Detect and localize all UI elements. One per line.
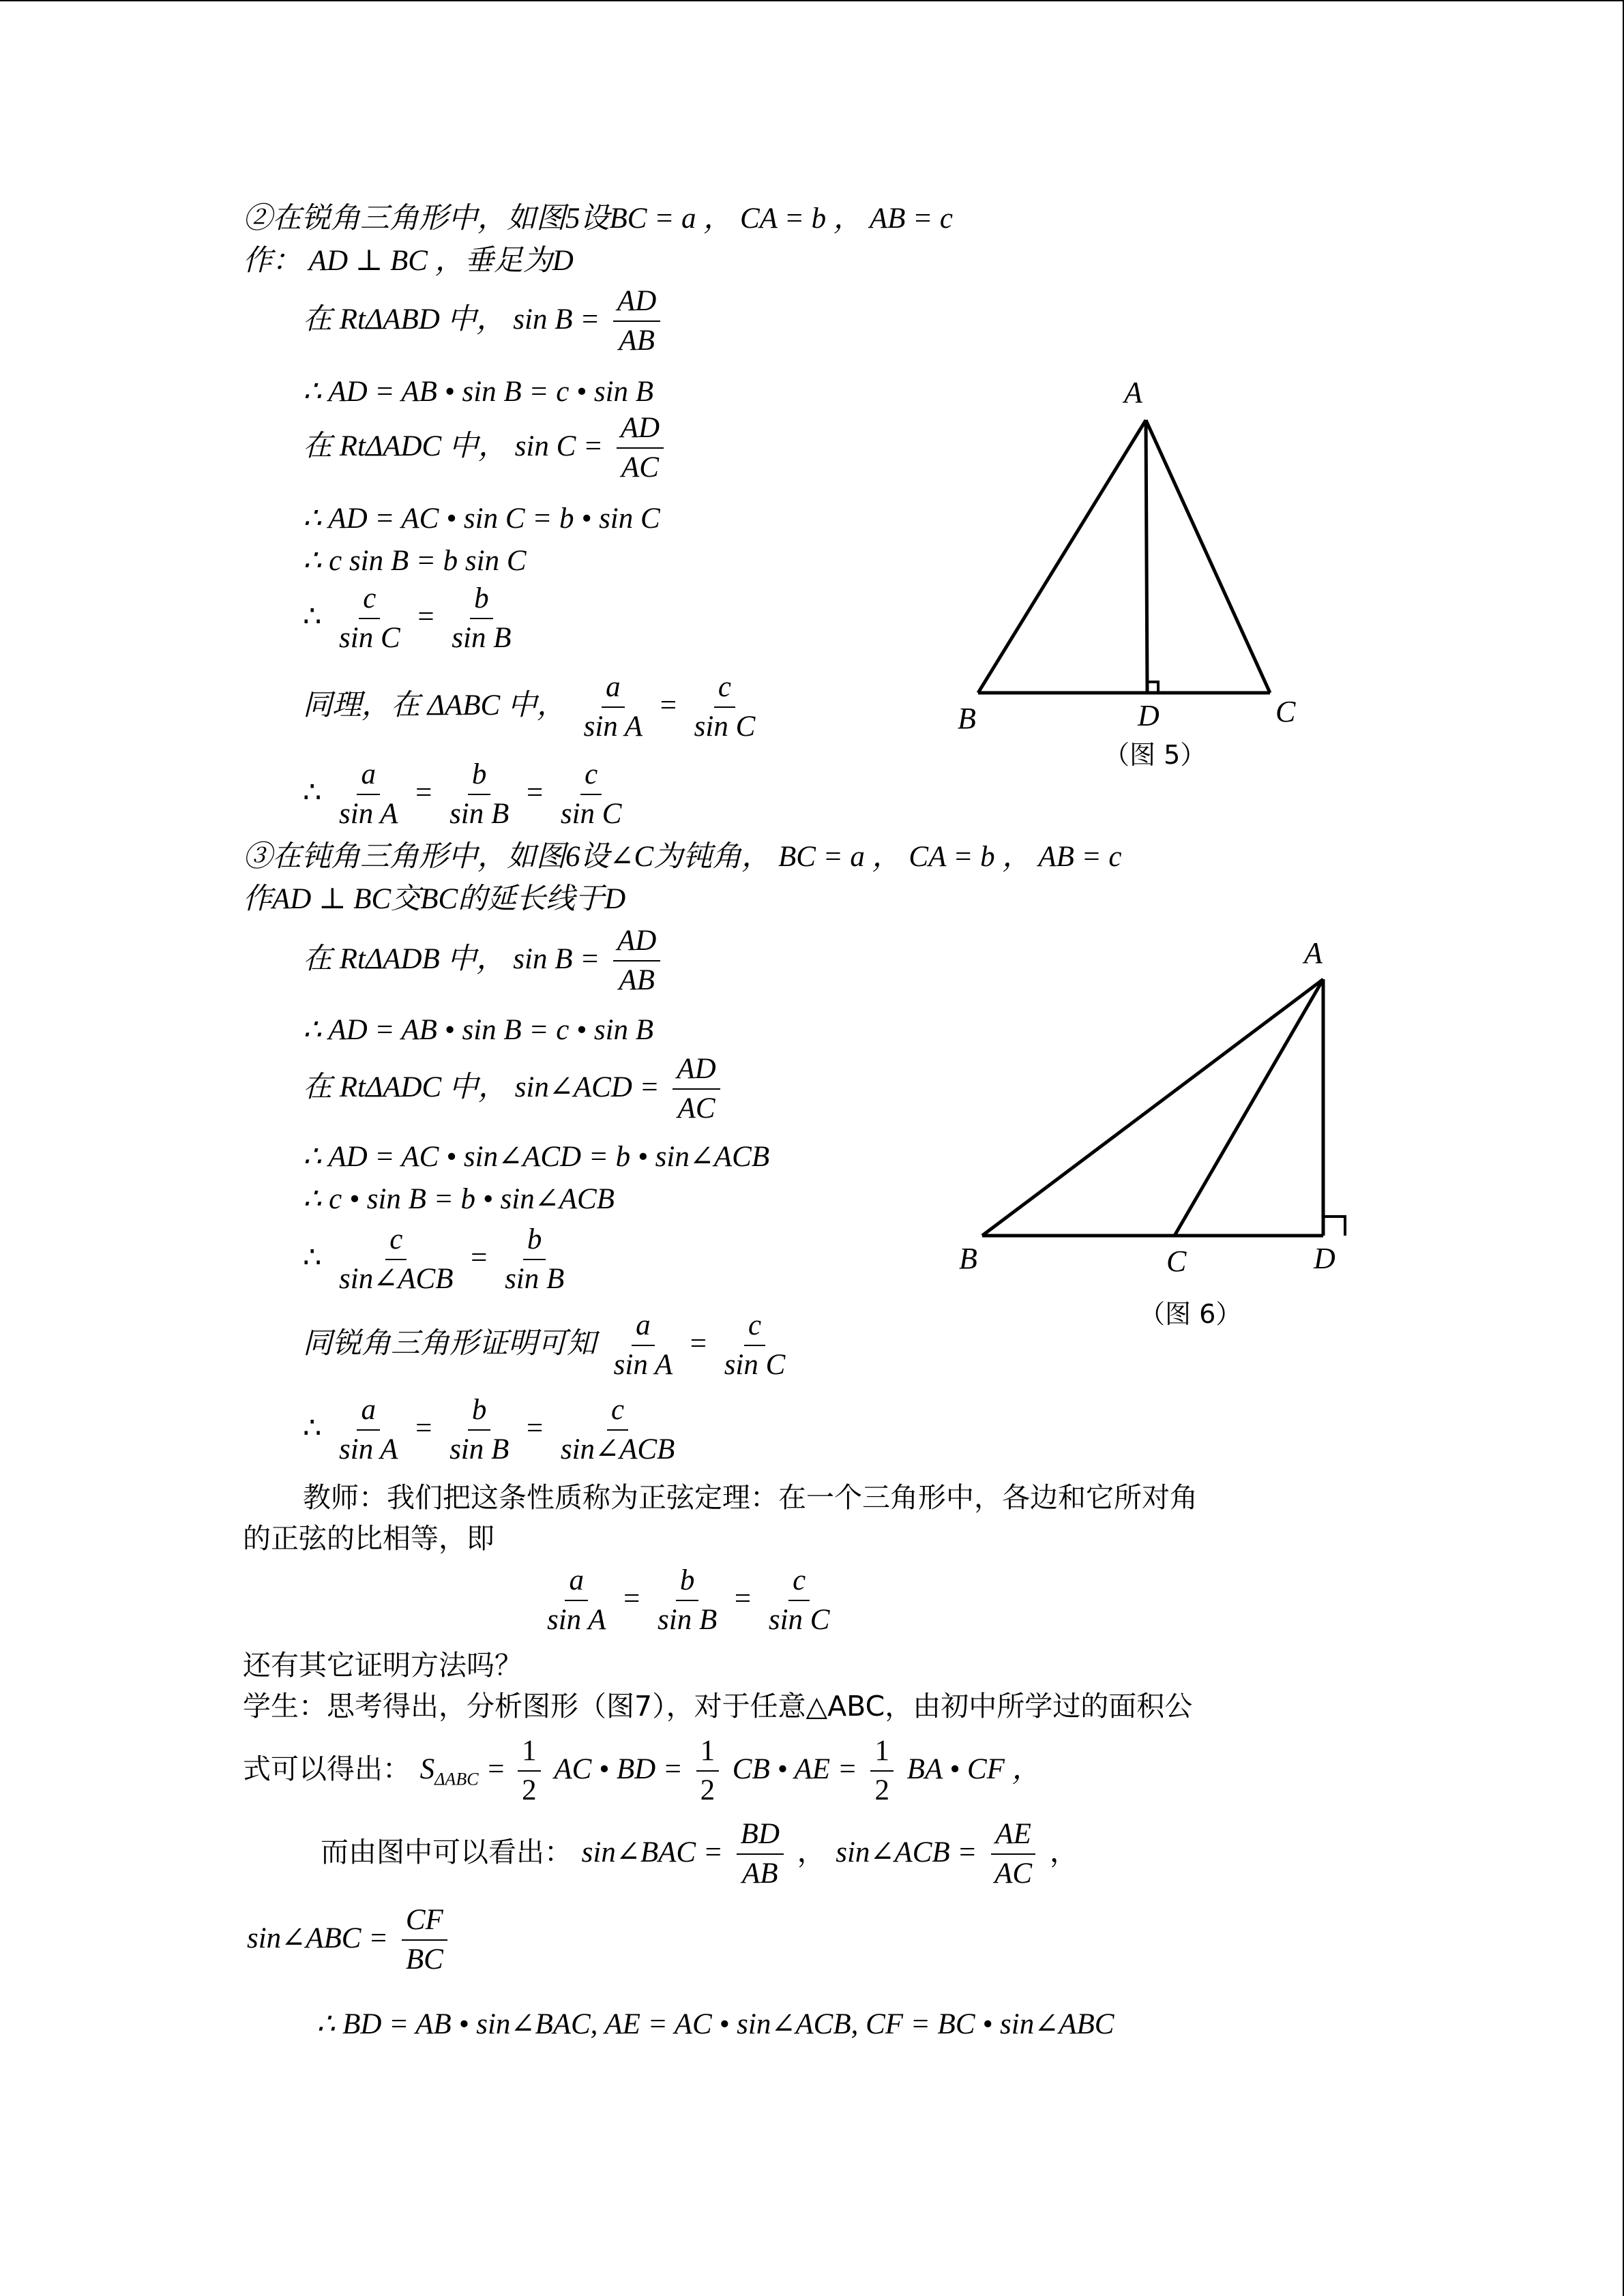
fraction: $\frac{b}{\text{sin B}}$ [447, 580, 515, 657]
teacher-line-1: 教师：我们把这条性质称为正弦定理：在一个三角形中，各边和它所对角 [303, 1481, 1198, 1514]
obtuse-line-5: ∴ c • sin B = b • sin∠ACB [303, 1183, 615, 1215]
label-c: C [1275, 695, 1296, 728]
fraction: $\frac{AD}{AB}$ [613, 922, 660, 1000]
student-final: ∴ BD = AB • sin∠BAC, AE = AC • sin∠ACB, CF = BC • sin∠ABC [316, 2008, 1114, 2040]
student-sine-line-2: sin∠ABC = $\frac{CF}{BC}$ [247, 1901, 452, 1979]
label-b: B [959, 1242, 977, 1275]
acute-heading-2: 作： AD ⊥ BC ，垂足为D [243, 245, 574, 277]
fraction: $\frac{AD}{AB}$ [613, 282, 660, 360]
fraction: $\frac{b}{\text{sin B}}$ [501, 1221, 568, 1298]
fraction: $\frac{BD}{AB}$ [737, 1815, 784, 1893]
acute-heading-1: ②在锐角三角形中，如图5设BC = a ， CA = b ， AB = c [243, 203, 954, 235]
figure-6 [941, 927, 1364, 1337]
fraction: $\frac{AE}{AC}$ [990, 1815, 1036, 1893]
obtuse-line-7: 同锐角三角形证明可知 $\frac{a}{\text{sin A}}$ = $\frac{c}{\text{sin C}}$ [303, 1307, 793, 1384]
obtuse-line-8: ∴ $\frac{a}{\text{sin A}}$ = $\frac{b}{\text{sin B}}$ = $\frac{c}{\text{sin∠ACB}}$ [303, 1391, 683, 1469]
fraction: $\frac{c}{\text{sin C}}$ [765, 1562, 834, 1639]
obtuse-line-3: 在 RtΔADC 中， sin∠ACD = $\frac{AD}{AC}$ [303, 1050, 724, 1128]
student-sine-line-1: 而由图中可以看出： sin∠BAC = $\frac{BD}{AB}$ ， sin∠ACB = $\frac{AE}{AC}$ ， [321, 1815, 1079, 1893]
right-angle-mark [1323, 1217, 1345, 1236]
acute-line-1: 在 RtΔABD 中， sin B = $\frac{AD}{AB}$ [303, 282, 664, 360]
fraction: $\frac{a}{\text{sin A}}$ [543, 1562, 610, 1639]
student-line-1: 学生：思考得出，分析图形（图7），对于任意△ABC，由初中所学过的面积公 [243, 1690, 1193, 1723]
fraction: $\frac{CF}{BC}$ [402, 1901, 447, 1979]
fraction: $\frac{b}{\text{sin B}}$ [445, 1391, 513, 1469]
fraction: $\frac{a}{\text{sin A}}$ [580, 668, 647, 746]
fraction: $\frac{1}{2}$ [696, 1732, 720, 1810]
figure-5 [941, 368, 1323, 777]
acute-line-6: ∴ $\frac{c}{\text{sin C}}$ = $\frac{b}{\text{sin B}}$ [303, 580, 519, 657]
acute-line-5: ∴ c sin B = b sin C [303, 545, 527, 577]
fraction: $\frac{b}{\text{sin B}}$ [653, 1562, 721, 1639]
side-ab [978, 420, 1146, 693]
acute-line-8: ∴ $\frac{a}{\text{sin A}}$ = $\frac{b}{\text{sin B}}$ = $\frac{c}{\text{sin C}}$ [303, 756, 630, 833]
fraction: $\frac{1}{2}$ [518, 1732, 541, 1810]
fraction: $\frac{c}{\text{sin∠ACB}}$ [557, 1391, 679, 1469]
fraction: $\frac{a}{\text{sin A}}$ [335, 756, 402, 833]
fraction: $\frac{AD}{AC}$ [617, 409, 664, 487]
fraction: $\frac{1}{2}$ [870, 1732, 894, 1810]
label-d: D [1314, 1242, 1335, 1275]
fraction: $\frac{a}{\text{sin A}}$ [610, 1307, 677, 1384]
acute-line-7: 同理，在 ΔABC 中， $\frac{a}{\text{sin A}}$ = $\frac{c}{\text{sin C}}$ [303, 668, 763, 746]
fraction: $\frac{a}{\text{sin A}}$ [335, 1391, 402, 1469]
fraction: $\frac{b}{\text{sin B}}$ [445, 756, 513, 833]
fraction: $\frac{c}{\text{sin C}}$ [335, 580, 404, 657]
fraction: $\frac{c}{\text{sin∠ACB}}$ [335, 1221, 457, 1298]
obtuse-line-1: 在 RtΔADB 中， sin B = $\frac{AD}{AB}$ [303, 922, 664, 1000]
student-area-formula: 式可以得出： $S_{\Delta ABC}$ = $\frac{1}{2}$ AC • BD = $\frac{1}{2}$ CB • AE = $\frac{1}{2}$ BA • CF ， [243, 1732, 1042, 1810]
obtuse-heading-1: ③在钝角三角形中，如图6设∠C为钝角， BC = a ， CA = b ， AB = c [243, 841, 1122, 873]
acute-line-3: 在 RtΔADC 中， sin C = $\frac{AD}{AC}$ [303, 409, 668, 487]
label-d: D [1138, 699, 1160, 732]
acute-line-4: ∴ AD = AC • sin C = b • sin C [303, 503, 660, 535]
figure-5-caption: （图 5） [1104, 740, 1207, 770]
figure-6-caption: （图 6） [1139, 1299, 1242, 1329]
fraction: $\frac{c}{\text{sin C}}$ [557, 756, 626, 833]
obtuse-heading-2: 作AD ⊥ BC交BC的延长线于D [243, 883, 626, 915]
label-c: C [1166, 1244, 1187, 1278]
label-a: A [1124, 376, 1142, 409]
obtuse-line-4: ∴ AD = AC • sin∠ACD = b • sin∠ACB [303, 1141, 770, 1173]
obtuse-line-2: ∴ AD = AB • sin B = c • sin B [303, 1014, 654, 1046]
fraction: $\frac{AD}{AC}$ [673, 1050, 720, 1128]
altitude-ad [1146, 420, 1147, 693]
fraction: $\frac{c}{\text{sin C}}$ [690, 668, 760, 746]
label-b: B [958, 702, 976, 735]
teacher-question: 还有其它证明方法吗？ [243, 1649, 522, 1682]
side-ac [1146, 420, 1270, 693]
acute-line-2: ∴ AD = AB • sin B = c • sin B [303, 376, 654, 408]
obtuse-line-6: ∴ $\frac{c}{\text{sin∠ACB}}$ = $\frac{b}{\text{sin B}}$ [303, 1221, 572, 1298]
side-ac [1175, 979, 1323, 1236]
sine-law-formula: $\frac{a}{\text{sin A}}$ = $\frac{b}{\text{sin B}}$ = $\frac{c}{\text{sin C}}$ [539, 1562, 838, 1639]
label-a: A [1304, 936, 1323, 970]
fraction: $\frac{c}{\text{sin C}}$ [720, 1307, 790, 1384]
side-ab [982, 979, 1323, 1236]
teacher-line-2: 的正弦的比相等，即 [243, 1522, 494, 1555]
